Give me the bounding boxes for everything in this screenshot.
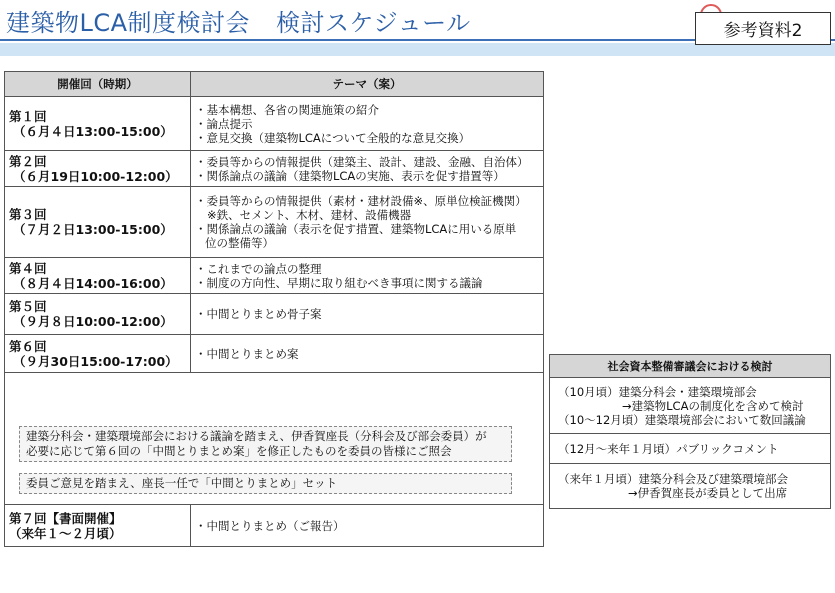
theme-item-cont: 位の整備等） — [205, 236, 274, 250]
session-cell — [5, 187, 191, 258]
theme-item: ・中間とりまとめ骨子案 — [195, 307, 322, 321]
session-name: 第７回【書面開催】 — [9, 510, 122, 526]
theme-item: ・意見交換（建築物LCAについて全般的な意見交換） — [195, 130, 471, 145]
theme-cell — [191, 294, 544, 335]
theme-item: ・委員等からの情報提供（素材・建材設備※、原単位検証機関） — [195, 194, 527, 208]
theme-item: ・中間とりまとめ案 — [195, 346, 299, 361]
session-cell — [5, 258, 191, 294]
theme-item: ・論点提示 — [195, 116, 253, 131]
session-name: 第５回 — [9, 299, 47, 314]
theme-cell — [191, 505, 544, 547]
theme-note: ※鉄、セメント、木材、建材、設備機器 — [207, 208, 412, 222]
theme-cell — [191, 335, 544, 373]
theme-cell — [191, 258, 544, 294]
theme-cell — [191, 97, 544, 151]
session-date: （８月４日14:00-16:00） — [13, 275, 173, 291]
session-name: 第１回 — [9, 108, 47, 124]
theme-item: ・関係論点の議論（建築物LCAの実施、表示を促す措置等） — [195, 168, 505, 183]
table-row — [550, 378, 831, 434]
note-box-revision — [19, 426, 512, 462]
theme-cell — [191, 151, 544, 187]
title-sub: 検討スケジュール — [276, 9, 471, 37]
theme-cell — [191, 187, 544, 258]
table-row — [550, 434, 831, 464]
theme-item: ・基本構想、各省の関連施策の紹介 — [195, 102, 379, 117]
table-row — [5, 97, 544, 151]
table-row — [5, 258, 544, 294]
note-line: 委員ご意見を踏まえ、座長一任で「中間とりまとめ」セット — [26, 476, 338, 490]
session-name: 第３回 — [9, 207, 47, 222]
session-date: （９月８日10:00-12:00） — [13, 314, 173, 329]
note-line: 建築分科会・建築環境部会における議論を踏まえ、伊香賀座長（分科会及び部会委員）が — [26, 429, 487, 443]
session-cell — [5, 505, 191, 547]
table-row — [550, 464, 831, 509]
council-table — [549, 354, 831, 509]
page-title — [6, 10, 471, 36]
notes-cell — [5, 373, 544, 505]
note-box-set — [19, 473, 512, 494]
session-date: （７月２日13:00-15:00） — [13, 222, 173, 237]
council-line: （来年１月頃）建築分科会及び建築環境部会 — [558, 472, 788, 486]
theme-item: ・これまでの論点の整理 — [195, 261, 322, 276]
session-cell — [5, 335, 191, 373]
council-line: （10～12月頃）建築環境部会において数回議論 — [558, 412, 806, 427]
theme-item: ・関係論点の議論（表示を促す措置、建築物LCAに用いる原単 — [195, 222, 517, 236]
session-name: 第６回 — [9, 338, 47, 354]
table-row — [5, 294, 544, 335]
council-line: （12月～来年１月頃）パブリックコメント — [558, 441, 779, 456]
header-theme: テーマ（案） — [191, 72, 544, 97]
table-row — [5, 335, 544, 373]
session-date: （６月４日13:00-15:00） — [13, 123, 173, 139]
council-cell — [550, 464, 831, 509]
session-date: （６月19日10:00-12:00） — [13, 168, 178, 184]
session-cell — [5, 151, 191, 187]
header-session: 開催回（時期） — [5, 72, 191, 97]
council-cell — [550, 434, 831, 464]
theme-item: ・中間とりまとめ（ご報告） — [195, 518, 345, 533]
schedule-header-row — [5, 72, 544, 97]
notes-row — [5, 373, 544, 505]
title-main: 建築物LCA制度検討会 — [6, 9, 251, 37]
reference-label: 参考資料2 — [695, 12, 831, 45]
session-cell — [5, 294, 191, 335]
session-date: （来年１～２月頃） — [9, 525, 122, 541]
session-cell — [5, 97, 191, 151]
council-line: →伊香賀座長が委員として出席 — [628, 486, 788, 500]
table-row — [5, 187, 544, 258]
session-date: （９月30日15:00-17:00） — [13, 353, 178, 369]
table-row — [5, 151, 544, 187]
council-header: 社会資本整備審議会における検討 — [550, 355, 831, 378]
schedule-table — [4, 71, 544, 547]
council-header-row — [550, 355, 831, 378]
council-cell — [550, 378, 831, 434]
council-line: （10月頃）建築分科会・建築環境部会 — [558, 384, 757, 399]
note-line: 必要に応じて第６回の「中間とりまとめ案」を修正したものを委員の皆様にご照会 — [26, 444, 452, 458]
council-line: →建築物LCAの制度化を含めて検討 — [622, 398, 804, 413]
session-name: 第４回 — [9, 260, 47, 276]
theme-item: ・委員等からの情報提供（建築主、設計、建設、金融、自治体） — [195, 154, 529, 169]
session-name: 第２回 — [9, 153, 47, 169]
table-row — [5, 505, 544, 547]
theme-item: ・制度の方向性、早期に取り組むべき事項に関する議論 — [195, 275, 483, 290]
